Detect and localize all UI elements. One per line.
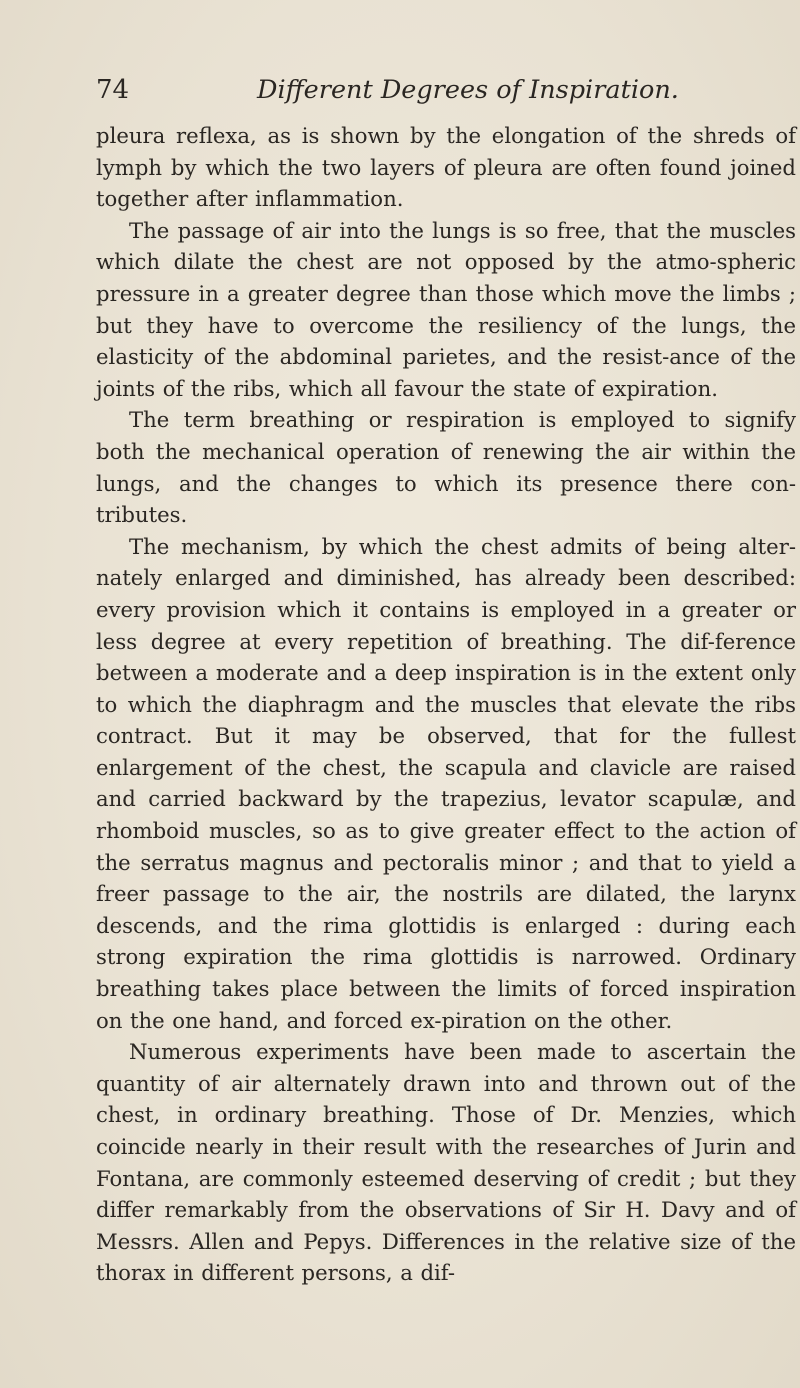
paragraph-4: The mechanism, by which the chest admits of being alter-nately enlarged and diminished, has already been described: every provision which it contains is employed in a greater or less degree at every repetition of breathing. The dif-ference between a moderate and a deep inspiration is in the extent only to which the diaphragm and the muscles that elevate the ribs contract. But it may be observed, that for the fullest enlargement of the chest, the scapula and clavicle are raised and carried backward by the trapezius, levator scapulæ, and rhomboid muscles, so as to give greater effect to the action of the serratus magnus and pectoralis minor ; and that to yield a freer passage to the air, the nostrils are dilated, the larynx descends, and the rima glottidis is enlarged : during each strong expiration the rima glottidis is narrowed. Ordinary breathing takes place between the limits of forced inspiration on the one hand, and forced ex-piration on the other. bbox=[96, 533, 796, 1033]
running-title: Different Degrees of Inspiration. bbox=[257, 75, 679, 105]
body-text bbox=[96, 120, 796, 1289]
paragraph-5: Numerous experiments have been made to ascertain the quantity of air alternately drawn into and thrown out of the chest, in ordinary breathing. Those of Dr. Menzies, which coincide nearly in their result with the researches of Jurin and Fontana, are commonly esteemed deserving of credit ; but they differ remarkably from the observations of Sir H. Davy and of Messrs. Allen and Pepys. Differences in the relative size of the thorax in different persons, a dif- bbox=[96, 1039, 796, 1286]
paragraph-3: The term breathing or respiration is employed to signify both the mechanical operation of renewing the air within the lungs, and the changes to which its presence there con-tributes. bbox=[96, 407, 796, 528]
page-header bbox=[96, 72, 760, 112]
paragraph-1: pleura reflexa, as is shown by the elongation of the shreds of lymph by which the two layers of pleura are often found joined together after inflammation. bbox=[96, 123, 796, 212]
paragraph-2: The passage of air into the lungs is so free, that the muscles which dilate the chest are not opposed by the atmo-spheric pressure in a greater degree than those which move the limbs ; but they have to overcome the resiliency of the lungs, the elasticity of the abdominal parietes, and the resist-ance of the joints of the ribs, which all favour the state of expiration. bbox=[96, 217, 796, 401]
page-number: 74 bbox=[96, 75, 130, 105]
